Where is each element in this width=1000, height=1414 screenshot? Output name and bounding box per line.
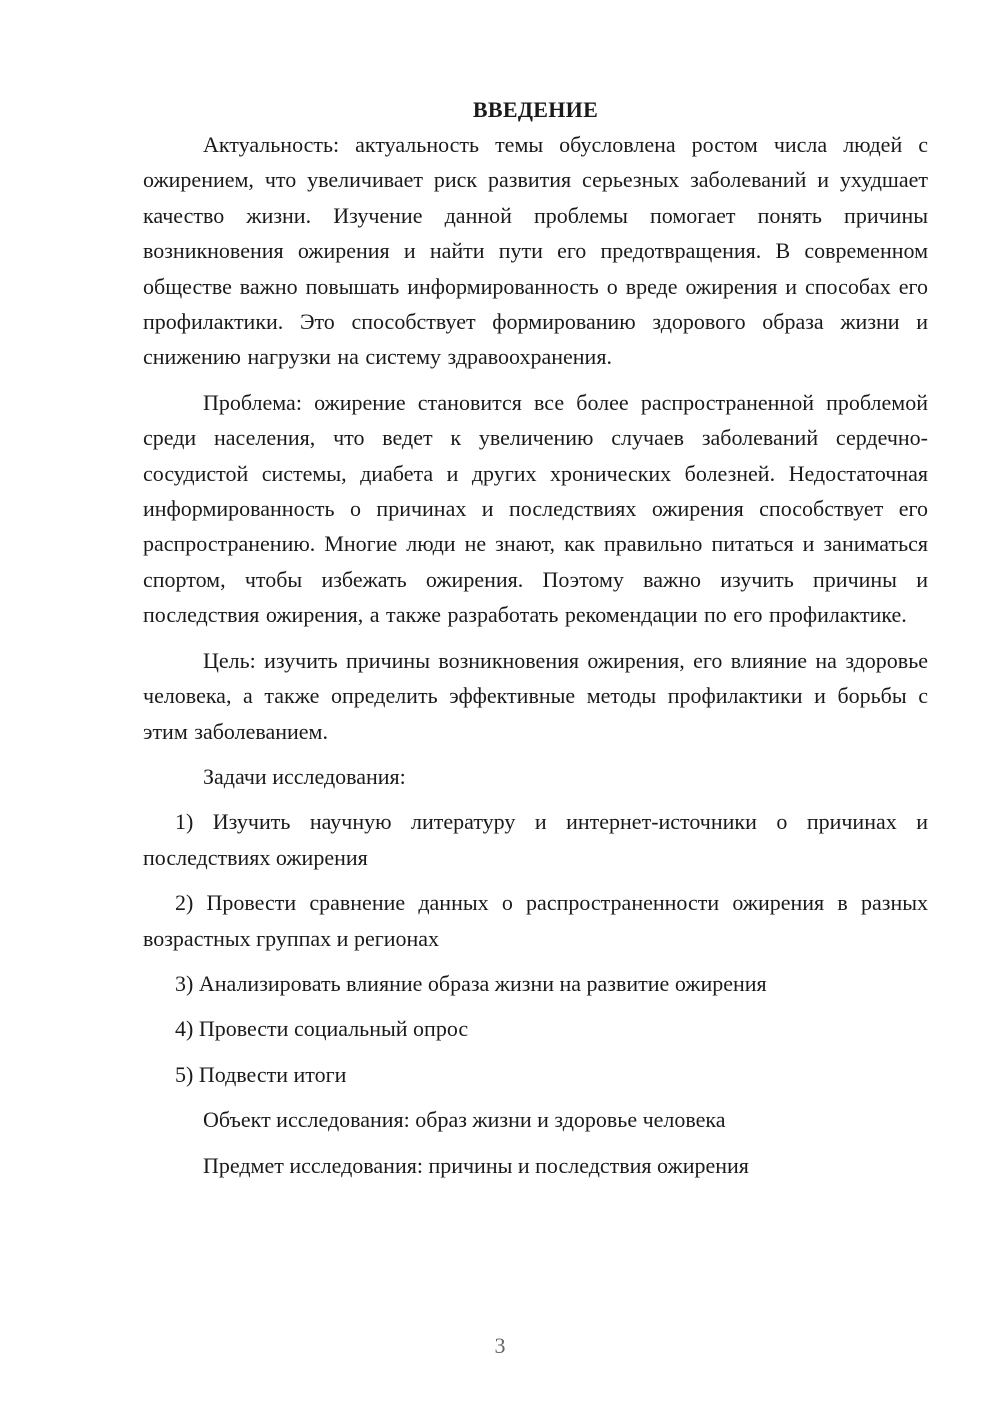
task-item-5: 5) Подвести итоги xyxy=(175,1061,347,1087)
task-item-1: 1) Изучить научную литературу и интернет-источники о причинах и последствиях ожирения xyxy=(143,809,928,870)
task-item-2: 2) Провести сравнение данных о распространенности ожирения в разных возрастных группах и регионах xyxy=(143,890,928,951)
paragraph-relevance: Актуальность: актуальность темы обусловлена ростом числа людей с ожирением, что увеличивает риск развития серьезных заболеваний и ухудшает качество жизни. Изучение данной проблемы помогает понять причины возникновения ожирения и найти пути его предотвращения. В современном обществе важно повышать информированность о вреде ожирения и способах его профилактики. Это способствует формированию здорового образа жизни и снижению нагрузки на систему здравоохранения. xyxy=(143,132,928,370)
research-object: Объект исследования: образ жизни и здоровье человека xyxy=(203,1107,726,1133)
research-subject: Предмет исследования: причины и последствия ожирения xyxy=(203,1152,749,1178)
task-item-4: 4) Провести социальный опрос xyxy=(175,1016,469,1042)
document-page xyxy=(143,92,928,1193)
task-item-3: 3) Анализировать влияние образа жизни на развитие ожирения xyxy=(175,970,767,996)
tasks-heading: Задачи исследования: xyxy=(203,763,406,789)
page-number: 3 xyxy=(494,1333,506,1358)
paragraph-problem: Проблема: ожирение становится все более распространенной проблемой среди населения, что ведет к увеличению случаев заболеваний сердечно-сосудистой системы, диабета и других хронических болезней. Недостаточная информированность о причинах и последствиях ожирения способствует его распространению. Многие люди не знают, как правильно питаться и заниматься спортом, чтобы избежать ожирения. Поэтому важно изучить причины и последствия ожирения, а также разработать рекомендации по его профилактике. xyxy=(143,389,928,628)
section-title: ВВЕДЕНИЕ xyxy=(472,97,599,122)
paragraph-goal: Цель: изучить причины возникновения ожирения, его влияние на здоровье человека, а также определить эффективные методы профилактики и борьбы с этим заболеванием. xyxy=(143,647,928,744)
